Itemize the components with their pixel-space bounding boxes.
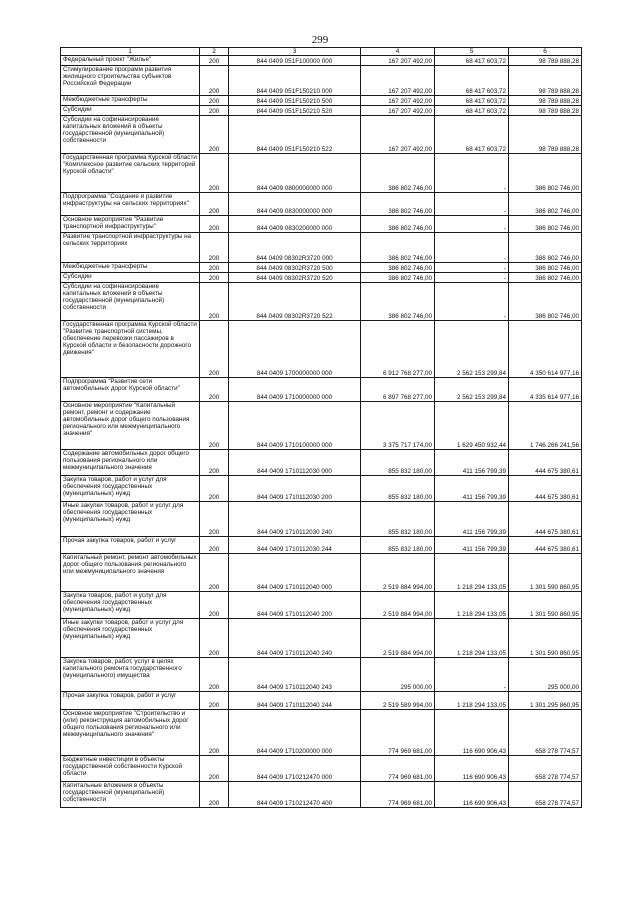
table-row (61, 502, 582, 537)
row-name: Бюджетные инвестиции в объекты государственной собственности Курской области (61, 756, 200, 782)
row-value-executed: - (435, 154, 509, 193)
row-value-plan: 855 832 180,00 (361, 502, 435, 537)
row-name: Капитальные вложения в объекты государственной (муниципальной) собственности (61, 782, 200, 808)
row-code: 200 (200, 321, 229, 378)
row-value-plan: 386 802 746,00 (361, 216, 435, 233)
table-row (61, 782, 582, 808)
column-header: 3 (229, 48, 361, 56)
row-value-plan: 386 802 746,00 (361, 154, 435, 193)
row-value-plan: 386 802 746,00 (361, 283, 435, 321)
table-row (61, 154, 582, 193)
row-code: 200 (200, 592, 229, 619)
row-value-remaining: 386 802 746,00 (509, 273, 582, 283)
row-value-remaining: 386 802 746,00 (509, 216, 582, 233)
row-value-plan: 2 519 589 994,00 (361, 692, 435, 710)
row-value-executed: 1 218 294 133,05 (435, 692, 509, 710)
table-row (61, 96, 582, 106)
row-value-executed: 68 417 603,72 (435, 116, 509, 154)
row-code: 200 (200, 502, 229, 537)
row-value-remaining: 1 301 590 860,95 (509, 619, 582, 658)
table-row (61, 283, 582, 321)
row-value-executed: 2 562 153 299,84 (435, 321, 509, 378)
row-value-remaining: 98 789 888,28 (509, 56, 582, 66)
row-value-plan: 3 375 717 174,00 (361, 402, 435, 450)
row-code: 200 (200, 756, 229, 782)
row-code: 200 (200, 154, 229, 193)
row-value-plan: 167 207 492,00 (361, 106, 435, 116)
row-value-remaining: 444 675 380,61 (509, 450, 582, 476)
row-name: Прочая закупка товаров, работ и услуг (61, 692, 200, 710)
row-value-executed: 1 218 294 133,05 (435, 554, 509, 592)
row-classification: 844 0409 0830200000 000 (229, 216, 361, 233)
row-value-plan: 855 832 180,00 (361, 450, 435, 476)
row-code: 200 (200, 710, 229, 756)
row-classification: 844 0409 1710112030 244 (229, 537, 361, 554)
row-value-executed: 116 690 906,43 (435, 710, 509, 756)
row-classification: 844 0409 1710112040 240 (229, 619, 361, 658)
row-value-remaining: 98 789 888,28 (509, 66, 582, 96)
row-classification: 844 0409 1710112030 240 (229, 502, 361, 537)
table-row (61, 554, 582, 592)
row-code: 200 (200, 782, 229, 808)
row-value-plan: 774 969 681,00 (361, 756, 435, 782)
row-value-remaining: 1 746 266 241,56 (509, 402, 582, 450)
row-value-plan: 295 000,00 (361, 658, 435, 692)
row-value-remaining: 98 789 888,28 (509, 116, 582, 154)
row-value-remaining: 444 675 380,61 (509, 537, 582, 554)
row-value-remaining: 295 000,00 (509, 658, 582, 692)
row-name: Субсидии (61, 273, 200, 283)
row-value-executed: 116 690 906,43 (435, 782, 509, 808)
row-code: 200 (200, 233, 229, 263)
row-value-plan: 386 802 746,00 (361, 263, 435, 273)
page-number: 299 (311, 34, 329, 46)
row-value-plan: 167 207 492,00 (361, 56, 435, 66)
row-classification: 844 0409 1710112040 000 (229, 554, 361, 592)
row-name: Подпрограмма "Создание и развитие инфраструктуры на сельских территориях" (61, 193, 200, 216)
row-name: Субсидии на софинансирование капитальных вложений в объекты государственной (муниципальной) собственности (61, 283, 200, 321)
row-code: 200 (200, 537, 229, 554)
row-name: Основное мероприятие "Строительство и (или) реконструкция автомобильных дорог общего пользования регионального или межмуниципального значения" (61, 710, 200, 756)
column-header: 6 (509, 48, 582, 56)
row-name: Межбюджетные трансферты (61, 263, 200, 273)
table-header-row (61, 48, 582, 56)
row-value-remaining: 98 789 888,28 (509, 96, 582, 106)
row-value-plan: 167 207 492,00 (361, 96, 435, 106)
row-name: Стимулирование программ развития жилищного строительства субъектов Российской Федерации (61, 66, 200, 96)
table-row (61, 321, 582, 378)
row-classification: 844 0409 051F150210 000 (229, 66, 361, 96)
row-value-executed: 68 417 603,72 (435, 96, 509, 106)
column-header: 4 (361, 48, 435, 56)
row-classification: 844 0409 051F150210 500 (229, 96, 361, 106)
table-row (61, 450, 582, 476)
row-code: 200 (200, 96, 229, 106)
row-classification: 844 0409 1710112030 200 (229, 476, 361, 502)
table-row (61, 592, 582, 619)
row-code: 200 (200, 66, 229, 96)
row-name: Иные закупки товаров, работ и услуг для обеспечения государственных (муниципальных) нужд (61, 619, 200, 658)
row-name: Закупка товаров, работ и услуг для обеспечения государственных (муниципальных) нужд (61, 476, 200, 502)
row-code: 200 (200, 692, 229, 710)
row-code: 200 (200, 283, 229, 321)
row-value-plan: 167 207 492,00 (361, 116, 435, 154)
table-row (61, 116, 582, 154)
row-code: 200 (200, 263, 229, 273)
row-code: 200 (200, 193, 229, 216)
row-code: 200 (200, 378, 229, 402)
row-classification: 844 0409 1710212470 000 (229, 756, 361, 782)
row-value-plan: 386 802 746,00 (361, 193, 435, 216)
table-row (61, 106, 582, 116)
row-value-executed: 1 218 294 133,05 (435, 592, 509, 619)
table-row (61, 233, 582, 263)
table-row (61, 378, 582, 402)
row-classification: 844 0409 1710112040 244 (229, 692, 361, 710)
table-row (61, 263, 582, 273)
row-value-remaining: 4 335 614 977,16 (509, 378, 582, 402)
row-name: Государственная программа Курской области "Развитие транспортной системы, обеспечение перевозки пассажиров в Курской области и безопасности дорожного движения" (61, 321, 200, 378)
row-classification: 844 0409 08302R3720 520 (229, 273, 361, 283)
row-value-executed: 1 629 450 932,44 (435, 402, 509, 450)
table-row (61, 658, 582, 692)
row-name: Подпрограмма "Развитие сети автомобильных дорог Курской области" (61, 378, 200, 402)
row-value-plan: 6 912 768 277,00 (361, 321, 435, 378)
row-code: 200 (200, 450, 229, 476)
row-classification: 844 0409 1710100000 000 (229, 402, 361, 450)
row-value-executed: - (435, 658, 509, 692)
row-value-remaining: 386 802 746,00 (509, 233, 582, 263)
table-row (61, 56, 582, 66)
row-code: 200 (200, 554, 229, 592)
row-classification: 844 0409 1710200000 000 (229, 710, 361, 756)
row-code: 200 (200, 402, 229, 450)
row-code: 200 (200, 658, 229, 692)
row-code: 200 (200, 56, 229, 66)
row-name: Закупка товаров, работ, услуг в целях капитального ремонта государственного (муниципального) имущества (61, 658, 200, 692)
row-value-remaining: 1 301 295 860,95 (509, 692, 582, 710)
row-classification: 844 0409 1700000000 000 (229, 321, 361, 378)
row-value-executed: 116 690 906,43 (435, 756, 509, 782)
row-code: 200 (200, 273, 229, 283)
row-name: Субсидии (61, 106, 200, 116)
row-value-plan: 855 832 180,00 (361, 476, 435, 502)
table-row (61, 476, 582, 502)
row-value-executed: 411 156 799,39 (435, 502, 509, 537)
row-code: 200 (200, 106, 229, 116)
row-name: Прочая закупка товаров, работ и услуг (61, 537, 200, 554)
row-name: Развитие транспортной инфраструктуры на сельских территориях (61, 233, 200, 263)
table-row (61, 273, 582, 283)
row-name: Основное мероприятие "Развитие транспортной инфраструктуры" (61, 216, 200, 233)
row-name: Содержание автомобильных дорог общего пользования регионального или межмуниципального значения (61, 450, 200, 476)
row-value-remaining: 658 278 774,57 (509, 782, 582, 808)
row-name: Государственная программа Курской области "Комплексное развитие сельских территорий Курской области" (61, 154, 200, 193)
budget-table (60, 47, 582, 808)
table-row (61, 537, 582, 554)
row-value-executed: 411 156 799,39 (435, 476, 509, 502)
row-value-executed: - (435, 193, 509, 216)
row-value-executed: 68 417 603,72 (435, 56, 509, 66)
row-code: 200 (200, 216, 229, 233)
row-value-plan: 2 519 884 994,00 (361, 554, 435, 592)
row-value-remaining: 658 278 774,57 (509, 756, 582, 782)
row-value-remaining: 386 802 746,00 (509, 263, 582, 273)
row-value-plan: 6 897 768 277,00 (361, 378, 435, 402)
row-value-executed: - (435, 283, 509, 321)
row-value-remaining: 444 675 380,61 (509, 476, 582, 502)
row-value-executed: - (435, 216, 509, 233)
row-classification: 844 0409 1710212470 400 (229, 782, 361, 808)
row-classification: 844 0409 0800000000 000 (229, 154, 361, 193)
row-value-remaining: 1 301 590 860,95 (509, 554, 582, 592)
row-value-executed: - (435, 233, 509, 263)
row-classification: 844 0409 1710112030 000 (229, 450, 361, 476)
column-header: 2 (200, 48, 229, 56)
row-name: Закупка товаров, работ и услуг для обеспечения государственных (муниципальных) нужд (61, 592, 200, 619)
row-classification: 844 0409 08302R3720 000 (229, 233, 361, 263)
row-name: Федеральный проект "Жилье" (61, 56, 200, 66)
row-classification: 844 0409 08302R3720 522 (229, 283, 361, 321)
row-name: Иные закупки товаров, работ и услуг для обеспечения государственных (муниципальных) нужд (61, 502, 200, 537)
row-code: 200 (200, 116, 229, 154)
row-code: 200 (200, 476, 229, 502)
row-value-remaining: 386 802 746,00 (509, 154, 582, 193)
table-row (61, 756, 582, 782)
table-row (61, 402, 582, 450)
table-row (61, 193, 582, 216)
row-value-executed: - (435, 273, 509, 283)
row-classification: 844 0409 1710000000 000 (229, 378, 361, 402)
row-value-executed: 1 218 294 133,05 (435, 619, 509, 658)
table-row (61, 692, 582, 710)
row-value-plan: 774 969 681,00 (361, 710, 435, 756)
row-value-executed: - (435, 263, 509, 273)
row-classification: 844 0409 051F100000 000 (229, 56, 361, 66)
table-row (61, 619, 582, 658)
row-classification: 844 0409 1710112040 200 (229, 592, 361, 619)
row-value-executed: 411 156 799,39 (435, 537, 509, 554)
table-row (61, 66, 582, 96)
column-header: 5 (435, 48, 509, 56)
row-name: Межбюджетные трансферты (61, 96, 200, 106)
column-header: 1 (61, 48, 200, 56)
row-value-remaining: 444 675 380,61 (509, 502, 582, 537)
row-value-plan: 2 519 884 994,00 (361, 619, 435, 658)
row-value-remaining: 658 278 774,57 (509, 710, 582, 756)
row-code: 200 (200, 619, 229, 658)
table-row (61, 216, 582, 233)
row-classification: 844 0409 1710112040 243 (229, 658, 361, 692)
row-value-remaining: 386 802 746,00 (509, 193, 582, 216)
row-value-executed: 411 156 799,39 (435, 450, 509, 476)
row-value-remaining: 386 802 746,00 (509, 283, 582, 321)
row-value-remaining: 4 350 614 977,16 (509, 321, 582, 378)
row-value-plan: 386 802 746,00 (361, 233, 435, 263)
row-value-plan: 774 969 681,00 (361, 782, 435, 808)
row-value-executed: 2 562 153 299,84 (435, 378, 509, 402)
row-value-plan: 855 832 180,00 (361, 537, 435, 554)
row-value-remaining: 98 789 888,28 (509, 106, 582, 116)
row-name: Капитальный ремонт, ремонт автомобильных дорог общего пользования регионального или межмуниципального значения (61, 554, 200, 592)
row-classification: 844 0409 051F150210 520 (229, 106, 361, 116)
row-value-plan: 167 207 492,00 (361, 66, 435, 96)
row-value-executed: 68 417 603,72 (435, 66, 509, 96)
row-name: Основное мероприятие "Капитальный ремонт, ремонт и содержание автомобильных дорог общего пользования регионального или межмуниципального значения" (61, 402, 200, 450)
row-value-executed: 68 417 603,72 (435, 106, 509, 116)
row-classification: 844 0409 051F150210 522 (229, 116, 361, 154)
row-name: Субсидии на софинансирование капитальных вложений в объекты государственной (муниципальной) собственности (61, 116, 200, 154)
row-value-plan: 2 519 884 994,00 (361, 592, 435, 619)
row-value-plan: 386 802 746,00 (361, 273, 435, 283)
table-row (61, 710, 582, 756)
row-value-remaining: 1 301 590 860,95 (509, 592, 582, 619)
row-classification: 844 0409 08302R3720 500 (229, 263, 361, 273)
row-classification: 844 0409 0830000000 000 (229, 193, 361, 216)
